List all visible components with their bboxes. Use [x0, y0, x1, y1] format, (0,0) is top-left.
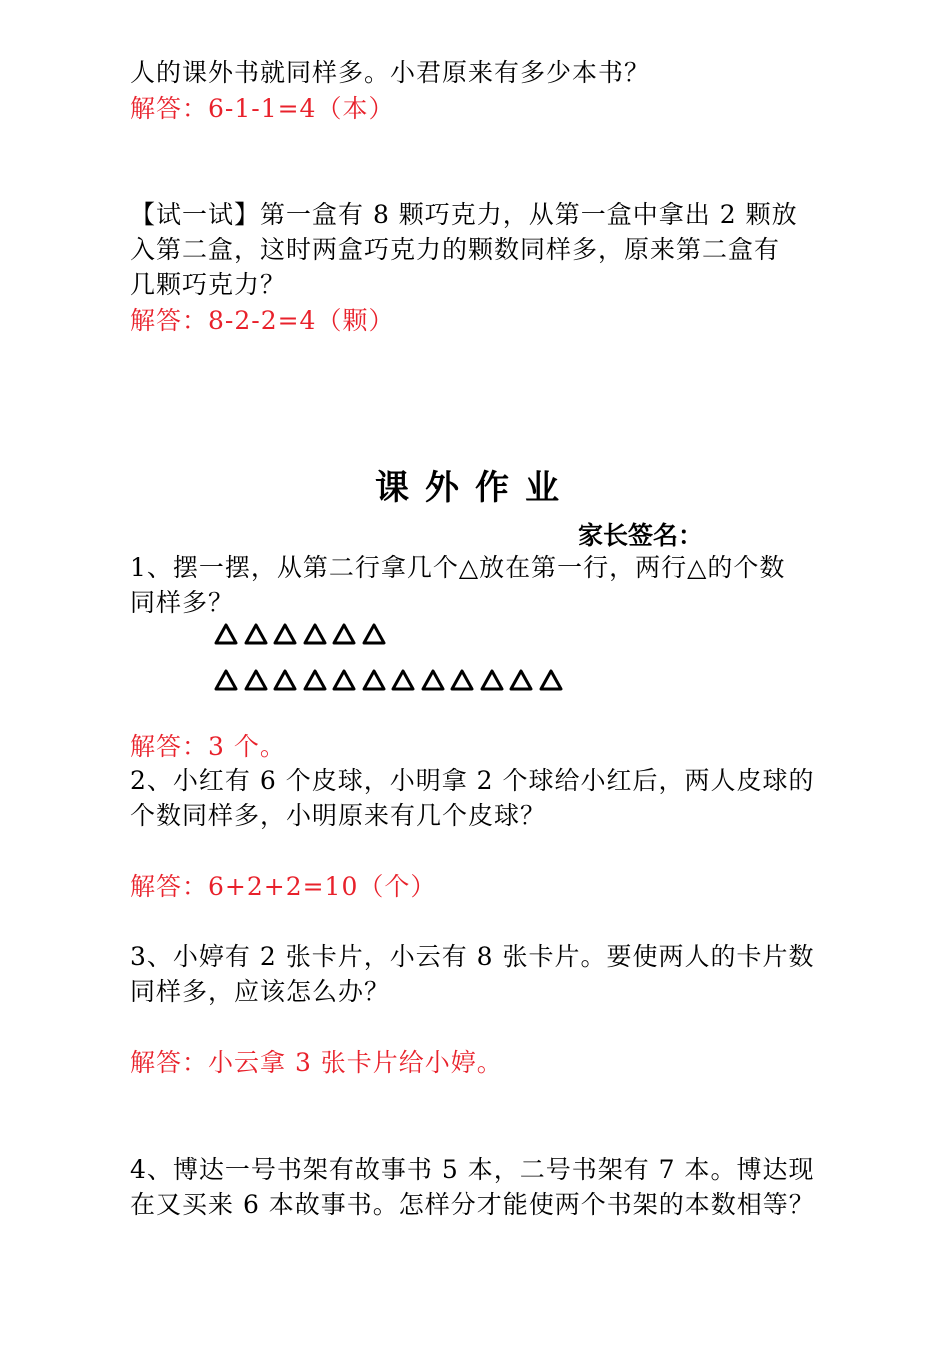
- answer-3: 解答：小云拿 3 张卡片给小婷。: [130, 1048, 503, 1077]
- triangle-icon: [391, 668, 415, 692]
- question-1-line: 1、摆一摆，从第二行拿几个△放在第一行，两行△的个数: [130, 553, 786, 582]
- question-4-line: 4、博达一号书架有故事书 5 本，二号书架有 7 本。博达现: [130, 1155, 815, 1184]
- triangle-icon: [480, 668, 504, 692]
- try-answer: 解答：8-2-2=4（颗）: [130, 306, 395, 335]
- section-title: 课外作业: [375, 468, 575, 508]
- question-3-line: 同样多，应该怎么办？: [130, 977, 391, 1006]
- triangle-icon: [450, 668, 474, 692]
- triangle-icon: [421, 668, 445, 692]
- triangle-row-1: [214, 622, 394, 650]
- question-2-line: 2、小红有 6 个皮球，小明拿 2 个球给小红后，两人皮球的: [130, 766, 815, 795]
- triangle-icon: [244, 622, 268, 646]
- question-1-line: 同样多？: [130, 588, 235, 617]
- triangle-icon: [303, 668, 327, 692]
- answer-1: 解答：3 个。: [130, 732, 286, 761]
- try-text-line: 【试一试】第一盒有 8 颗巧克力，从第一盒中拿出 2 颗放: [130, 200, 798, 229]
- try-text-line: 入第二盒，这时两盒巧克力的颗数同样多，原来第二盒有: [130, 235, 781, 264]
- question-4-line: 在又买来 6 本故事书。怎样分才能使两个书架的本数相等？: [130, 1190, 815, 1219]
- triangle-icon: [509, 668, 533, 692]
- text-line: 人的课外书就同样多。小君原来有多少本书？: [130, 58, 651, 87]
- triangle-icon: [273, 622, 297, 646]
- answer-line: 解答：6-1-1=4（本）: [130, 94, 395, 123]
- triangle-icon: [244, 668, 268, 692]
- triangle-icon: [362, 668, 386, 692]
- try-text-line: 几颗巧克力？: [130, 270, 287, 299]
- answer-2: 解答：6+2+2=10（个）: [130, 872, 437, 901]
- triangle-icon: [332, 668, 356, 692]
- question-3-line: 3、小婷有 2 张卡片，小云有 8 张卡片。要使两人的卡片数: [130, 942, 815, 971]
- triangle-icon: [214, 622, 238, 646]
- triangle-icon: [303, 622, 327, 646]
- triangle-icon: [214, 668, 238, 692]
- triangle-icon: [539, 668, 563, 692]
- question-2-line: 个数同样多，小明原来有几个皮球？: [130, 801, 547, 830]
- triangle-icon: [362, 622, 386, 646]
- triangle-icon: [332, 622, 356, 646]
- triangle-icon: [273, 668, 297, 692]
- parent-signature-label: 家长签名：: [578, 521, 704, 550]
- triangle-row-2: [214, 668, 574, 696]
